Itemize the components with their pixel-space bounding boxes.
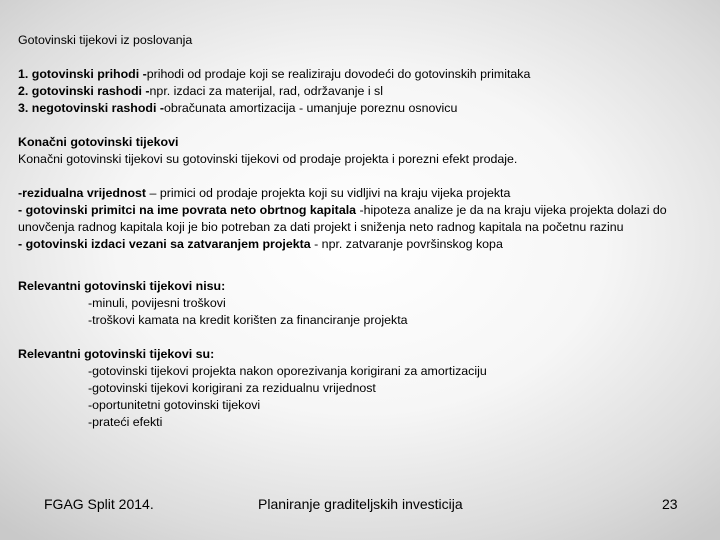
- final-flows-text: Konačni gotovinski tijekovi su gotovinski tijekovi od prodaje projekta i porezni efekt prodaje.: [18, 152, 518, 166]
- cash-flow-item-1: 1. gotovinski prihodi -prihodi od prodaje koji se realiziraju dovodeći do gotovinskih primitaka: [18, 67, 531, 81]
- relevant-heading: Relevantni gotovinski tijekovi su:: [18, 347, 215, 361]
- not-relevant-heading: Relevantni gotovinski tijekovi nisu:: [18, 279, 226, 293]
- relevant-item: -gotovinski tijekovi korigirani za rezidualnu vrijednost: [88, 381, 376, 395]
- footer-institution: FGAG Split 2014.: [44, 496, 154, 512]
- slide-content: [18, 32, 708, 431]
- residual-value: -rezidualna vrijednost – primici od prodaje projekta koji su vidljivi na kraju vijeka projekta: [18, 186, 511, 200]
- closing-outflows: - gotovinski izdaci vezani sa zatvaranjem projekta - npr. zatvaranje površinskog kopa: [18, 237, 503, 251]
- slide-title: Gotovinski tijekovi iz poslovanja: [18, 33, 193, 47]
- not-relevant-item: -troškovi kamata na kredit korišten za financiranje projekta: [88, 313, 408, 327]
- page-number: 23: [662, 496, 678, 512]
- cash-flow-item-2: 2. gotovinski rashodi -npr. izdaci za materijal, rad, održavanje i sl: [18, 84, 383, 98]
- final-flows-heading: Konačni gotovinski tijekovi: [18, 135, 179, 149]
- not-relevant-item: -minuli, povijesni troškovi: [88, 296, 226, 310]
- relevant-item: -prateći efekti: [88, 415, 163, 429]
- relevant-item: -oportunitetni gotovinski tijekovi: [88, 398, 261, 412]
- working-capital-return: - gotovinski primitci na ime povrata neto obrtnog kapitala -hipoteza analize je da na kraju vijeka projekta dolazi do unovčenja radnog kapitala koji je bio potreban za dati projekt i sniženja neto radnog kapitala na početnu razinu: [18, 203, 667, 234]
- footer-course-title: Planiranje graditeljskih investicija: [258, 496, 463, 512]
- relevant-item: -gotovinski tijekovi projekta nakon oporezivanja korigirani za amortizaciju: [88, 364, 487, 378]
- cash-flow-item-3: 3. negotovinski rashodi -obračunata amortizacija - umanjuje poreznu osnovicu: [18, 101, 458, 115]
